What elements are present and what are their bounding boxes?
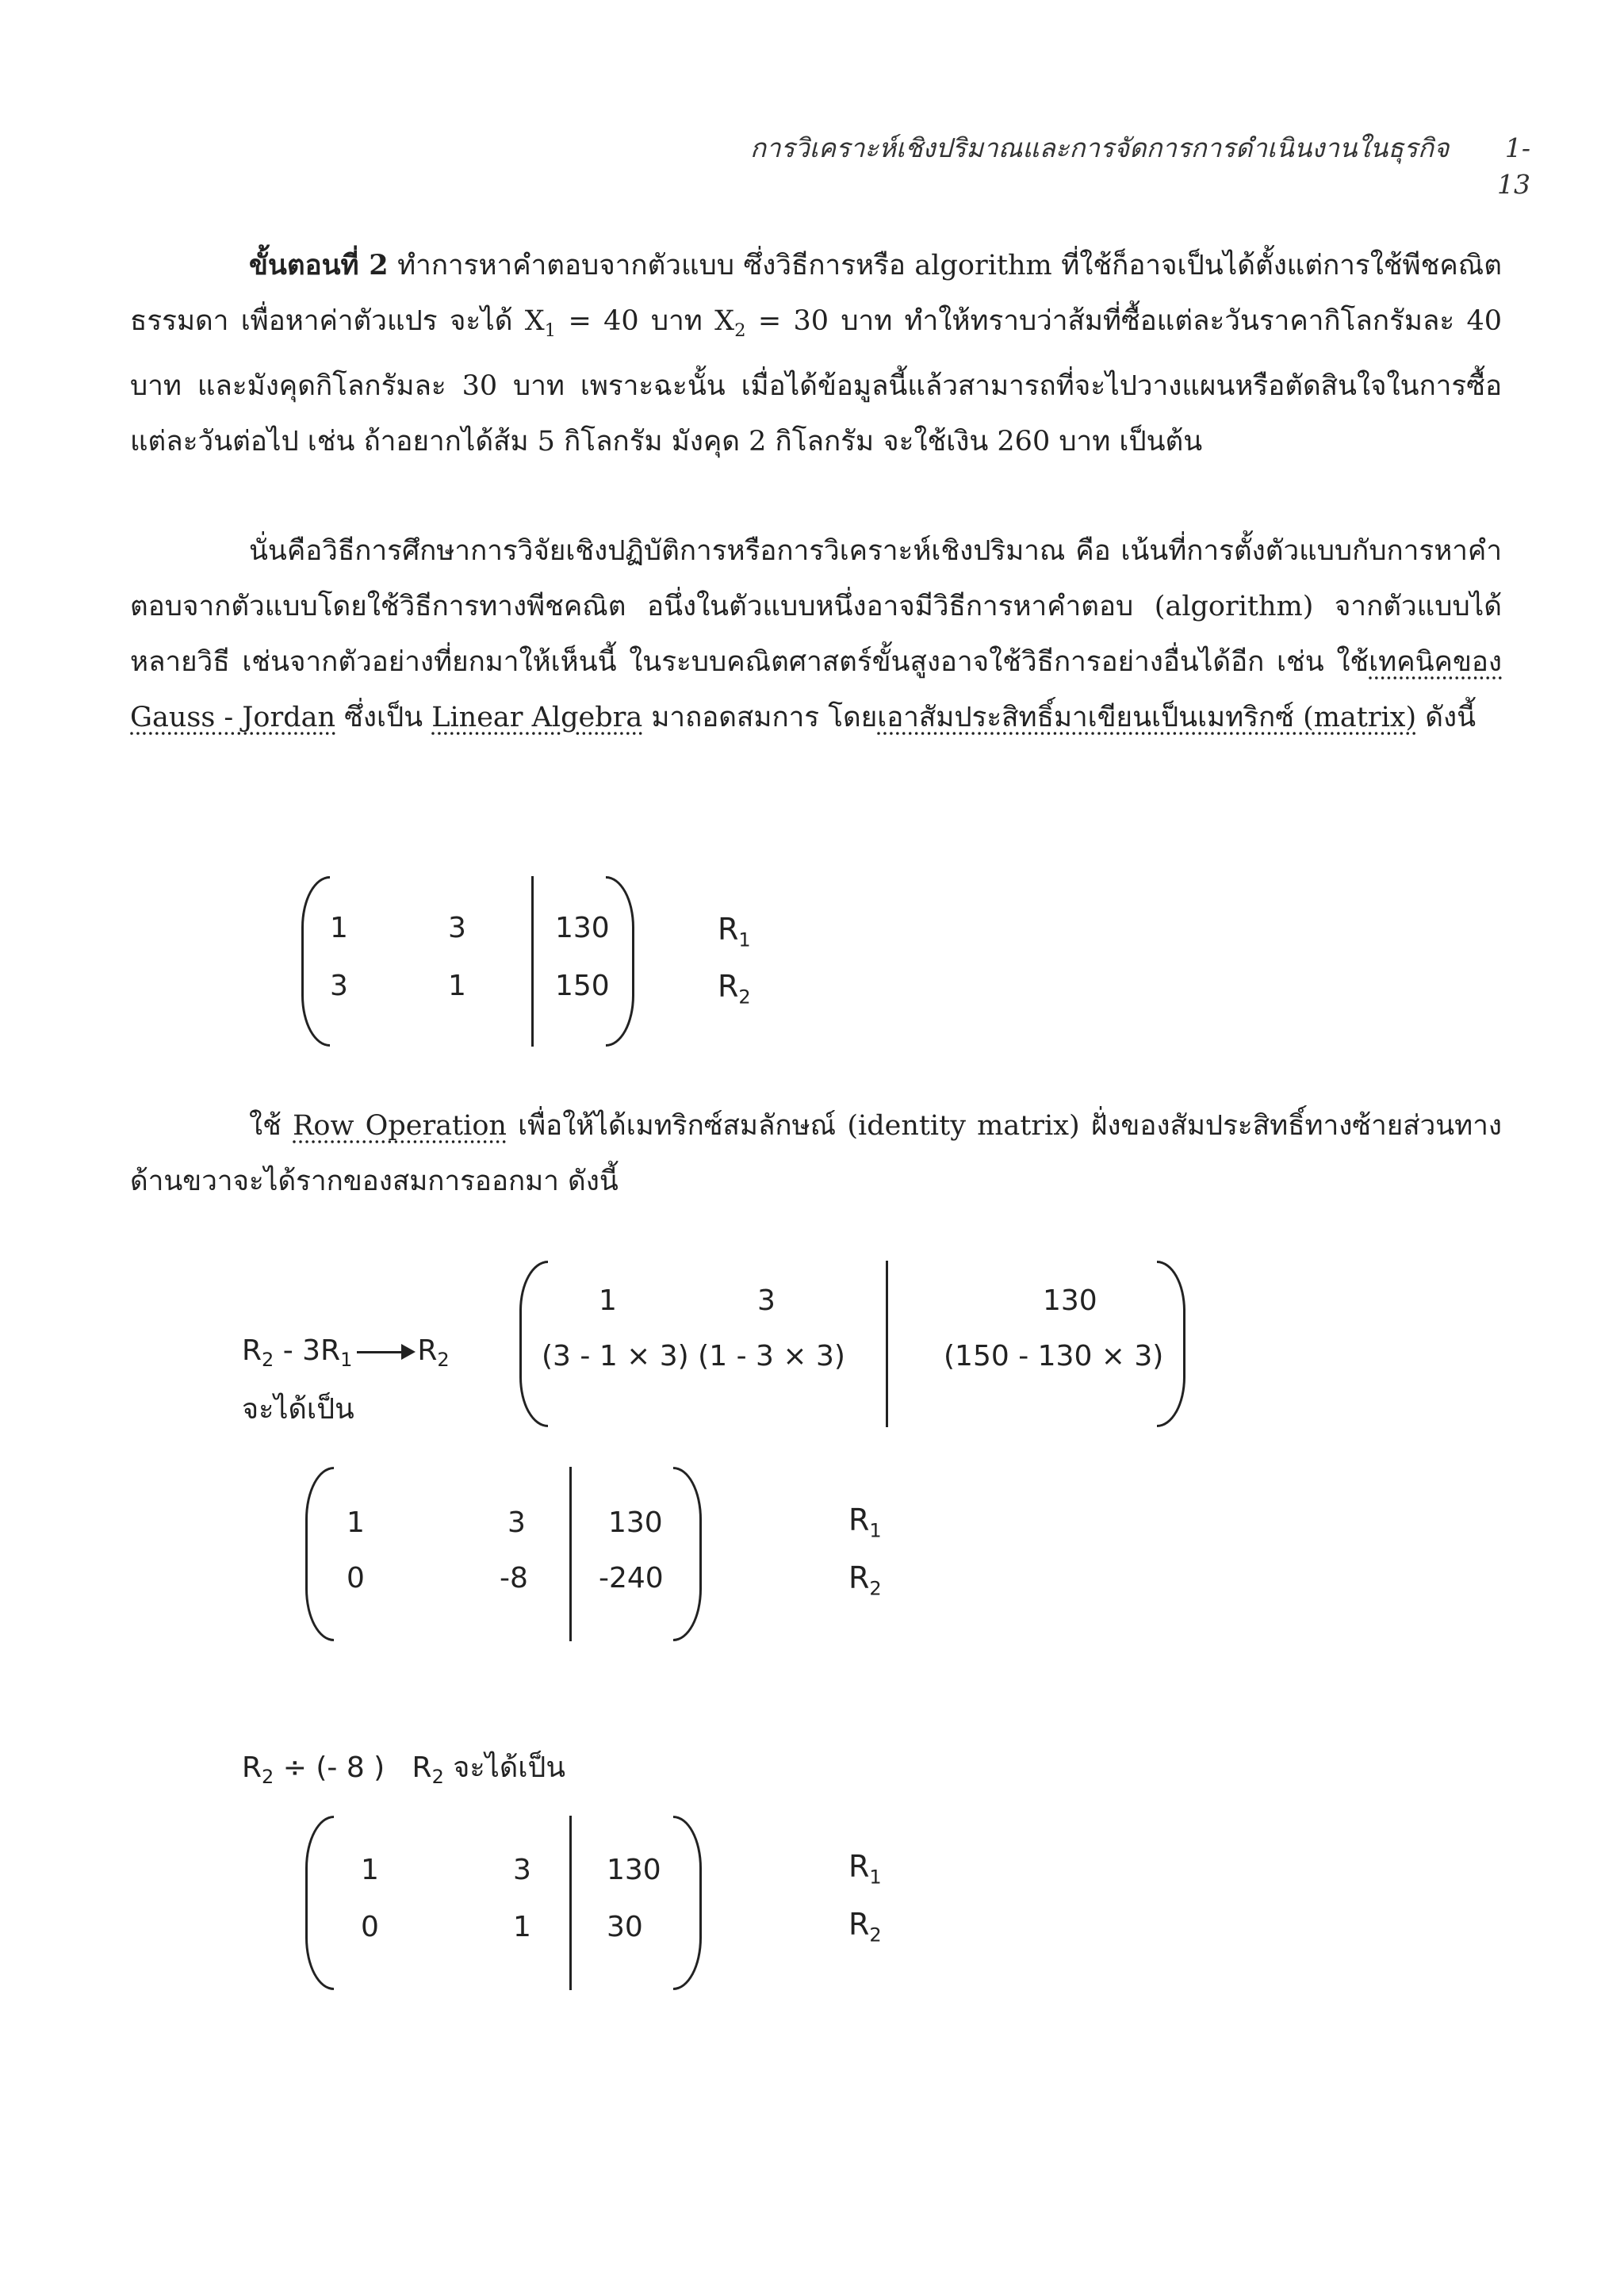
para1-text2: = 40 บาท X [556,305,735,337]
row-label-sub: 1 [738,928,751,951]
para1-sub1: 1 [544,320,557,341]
header-title: การวิเคราะห์เชิงปริมาณและการจัดการการดำเนินงานในธุรกิจ [750,132,1450,163]
matrix3-cell: 3 [513,1854,531,1886]
op1-sub: 2 [262,1349,274,1372]
para2-text3: มาถอดสมการ โดย [642,702,878,733]
matrix3-cell: 130 [607,1854,661,1886]
para2-gauss-jordan: เทคนิคของ Gauss - Jordan [130,646,1502,733]
matrix2-cell: 3 [508,1506,526,1539]
para1-text1: ทำการหาคำตอบจากตัวแบบ ซึ่งวิธีการหรือ algorithm ที่ใช้ก็อาจเป็นได้ตั้งแต่การใช้พีชคณิตธรรมดา เพื่อหาค่าตัวแปร จะได้ X [130,250,1502,337]
row-label-text: R [718,912,739,947]
matrix2-cell: 130 [608,1506,663,1539]
row-label-sub: 1 [869,1866,882,1889]
row-label-r1 [848,1503,882,1542]
matrix-3 [305,1816,702,1990]
augment-bar [531,876,534,1047]
page-number: 1-13 [1497,132,1530,200]
matrix-op-cell: (3 - 1 × 3) (1 - 3 × 3) [542,1340,845,1372]
row-label-r2 [718,969,751,1009]
matrix-op-cell: 130 [1043,1284,1097,1317]
row-label-r1 [718,912,751,951]
op1-sub: 2 [437,1349,450,1372]
matrix3-cell: 1 [361,1854,379,1886]
row-label-text: R [848,1907,870,1942]
matrix-op-cell: 1 [599,1284,617,1317]
para1-sub2: 2 [734,320,746,341]
matrix2-cell: 1 [347,1506,365,1539]
left-paren [305,1816,334,1990]
op2-result-label: จะได้เป็น [443,1751,565,1784]
para3-text2: เพื่อให้ได้เมทริกซ์สมลักษณ์ (identity matrix) ฝั่งของสัมประสิทธิ์ทางซ้ายส่วนทางด้านขวาจะได้รากของสมการออกมา ดังนี้ [130,1110,1502,1197]
row-label-sub: 2 [738,986,751,1009]
matrix2-cell: 0 [347,1562,365,1594]
para2-text4: ดังนี้ [1416,702,1477,733]
matrix-2 [305,1467,702,1641]
row-label-sub: 2 [869,1577,882,1600]
op1-target: R [417,1334,438,1367]
step-label: ขั้นตอนที่ 2 [249,249,389,281]
row-operation-2 [242,1744,565,1790]
matrix3-cell: 1 [513,1911,531,1943]
op1-minus: - 3R [274,1334,341,1367]
matrix3-cell: 0 [361,1911,379,1943]
row-label-r2 [848,1560,882,1600]
right-paren [673,1816,702,1990]
para2-matrix: เอาสัมประสิทธิ์มาเขียนเป็นเมทริกซ์ (matrix) [877,702,1417,733]
right-paren [673,1467,702,1641]
running-header [737,127,1530,200]
row-operation-1 [242,1334,450,1371]
matrix3-cell: 30 [607,1911,643,1943]
para1-text3: = 30 บาท ทำให้ทราบว่าส้มที่ซื้อแต่ละวันราคากิโลกรัมละ 40 บาท และมังคุดกิโลกรัมละ 30 บาท เพราะฉะนั้น เมื่อได้ข้อมูลนี้แล้วสามารถที่จะไปวางแผนหรือตัดสินใจในการซื้อแต่ละวันต่อไป เช่น ถ้าอยากได้ส้ม 5 กิโลกรัม มังคุด 2 กิโลกรัม จะใช้เงิน 260 บาท เป็นต้น [130,305,1502,457]
op1-r: R [242,1334,262,1367]
paragraph-row-operation [130,1098,1502,1209]
matrix2-cell: -8 [500,1562,528,1594]
para2-text1: นั่นคือวิธีการศึกษาการวิจัยเชิงปฏิบัติการหรือการวิเคราะห์เชิงปริมาณ คือ เน้นที่การตั้งตัวแบบกับการหาคำตอบจากตัวแบบโดยใช้วิธีการทางพีชคณิต อนึ่งในตัวแบบหนึ่งอาจมีวิธีการหาคำตอบ (algorithm) จากตัวแบบได้หลายวิธี เช่นจากตัวอย่างที่ยกมาให้เห็นนี้ ในระบบคณิตศาสตร์ขั้นสูงอาจใช้วิธีการอย่างอื่นได้อีก เช่น ใช้ [130,535,1502,678]
matrix-op-cell: (150 - 130 × 3) [944,1340,1164,1372]
op2-sub: 2 [262,1766,274,1789]
row-label-text: R [848,1849,870,1884]
op2-divide: ÷ (- 8 ) R [274,1751,432,1784]
matrix1-cell: 1 [330,912,348,944]
row-label-r1 [848,1849,882,1889]
matrix-operation [519,1261,1185,1427]
row-label-sub: 1 [869,1519,882,1542]
matrix2-cell: -240 [599,1562,664,1594]
matrix1-cell: 3 [330,970,348,1002]
op1-result-label: จะได้เป็น [242,1393,354,1426]
arrow-icon [357,1351,412,1353]
matrix1-cell: 3 [448,912,466,944]
para3-row-operation: Row Operation [293,1110,507,1142]
matrix1-cell: 1 [448,970,466,1002]
paragraph-method [130,523,1502,745]
row-label-sub: 2 [869,1924,882,1947]
augment-bar [569,1467,572,1641]
op1-sub: 1 [340,1349,353,1372]
op2-r: R [242,1751,262,1784]
row-label-r2 [848,1907,882,1947]
matrix-op-cell: 3 [757,1284,776,1317]
right-paren [606,876,634,1047]
augment-bar [569,1816,572,1990]
augment-bar [886,1261,888,1427]
row-label-text: R [848,1503,870,1537]
para2-text2: ซึ่งเป็น [335,702,432,733]
left-paren [301,876,330,1047]
para3-text1: ใช้ [249,1110,293,1142]
matrix-1 [301,876,634,1047]
paragraph-step2 [130,238,1502,469]
matrix1-cell: 150 [555,970,610,1002]
op2-sub: 2 [431,1766,444,1789]
matrix1-cell: 130 [555,912,610,944]
row-label-text: R [718,969,739,1004]
para2-linear-algebra: Linear Algebra [431,702,643,733]
left-paren [305,1467,334,1641]
row-label-text: R [848,1560,870,1595]
